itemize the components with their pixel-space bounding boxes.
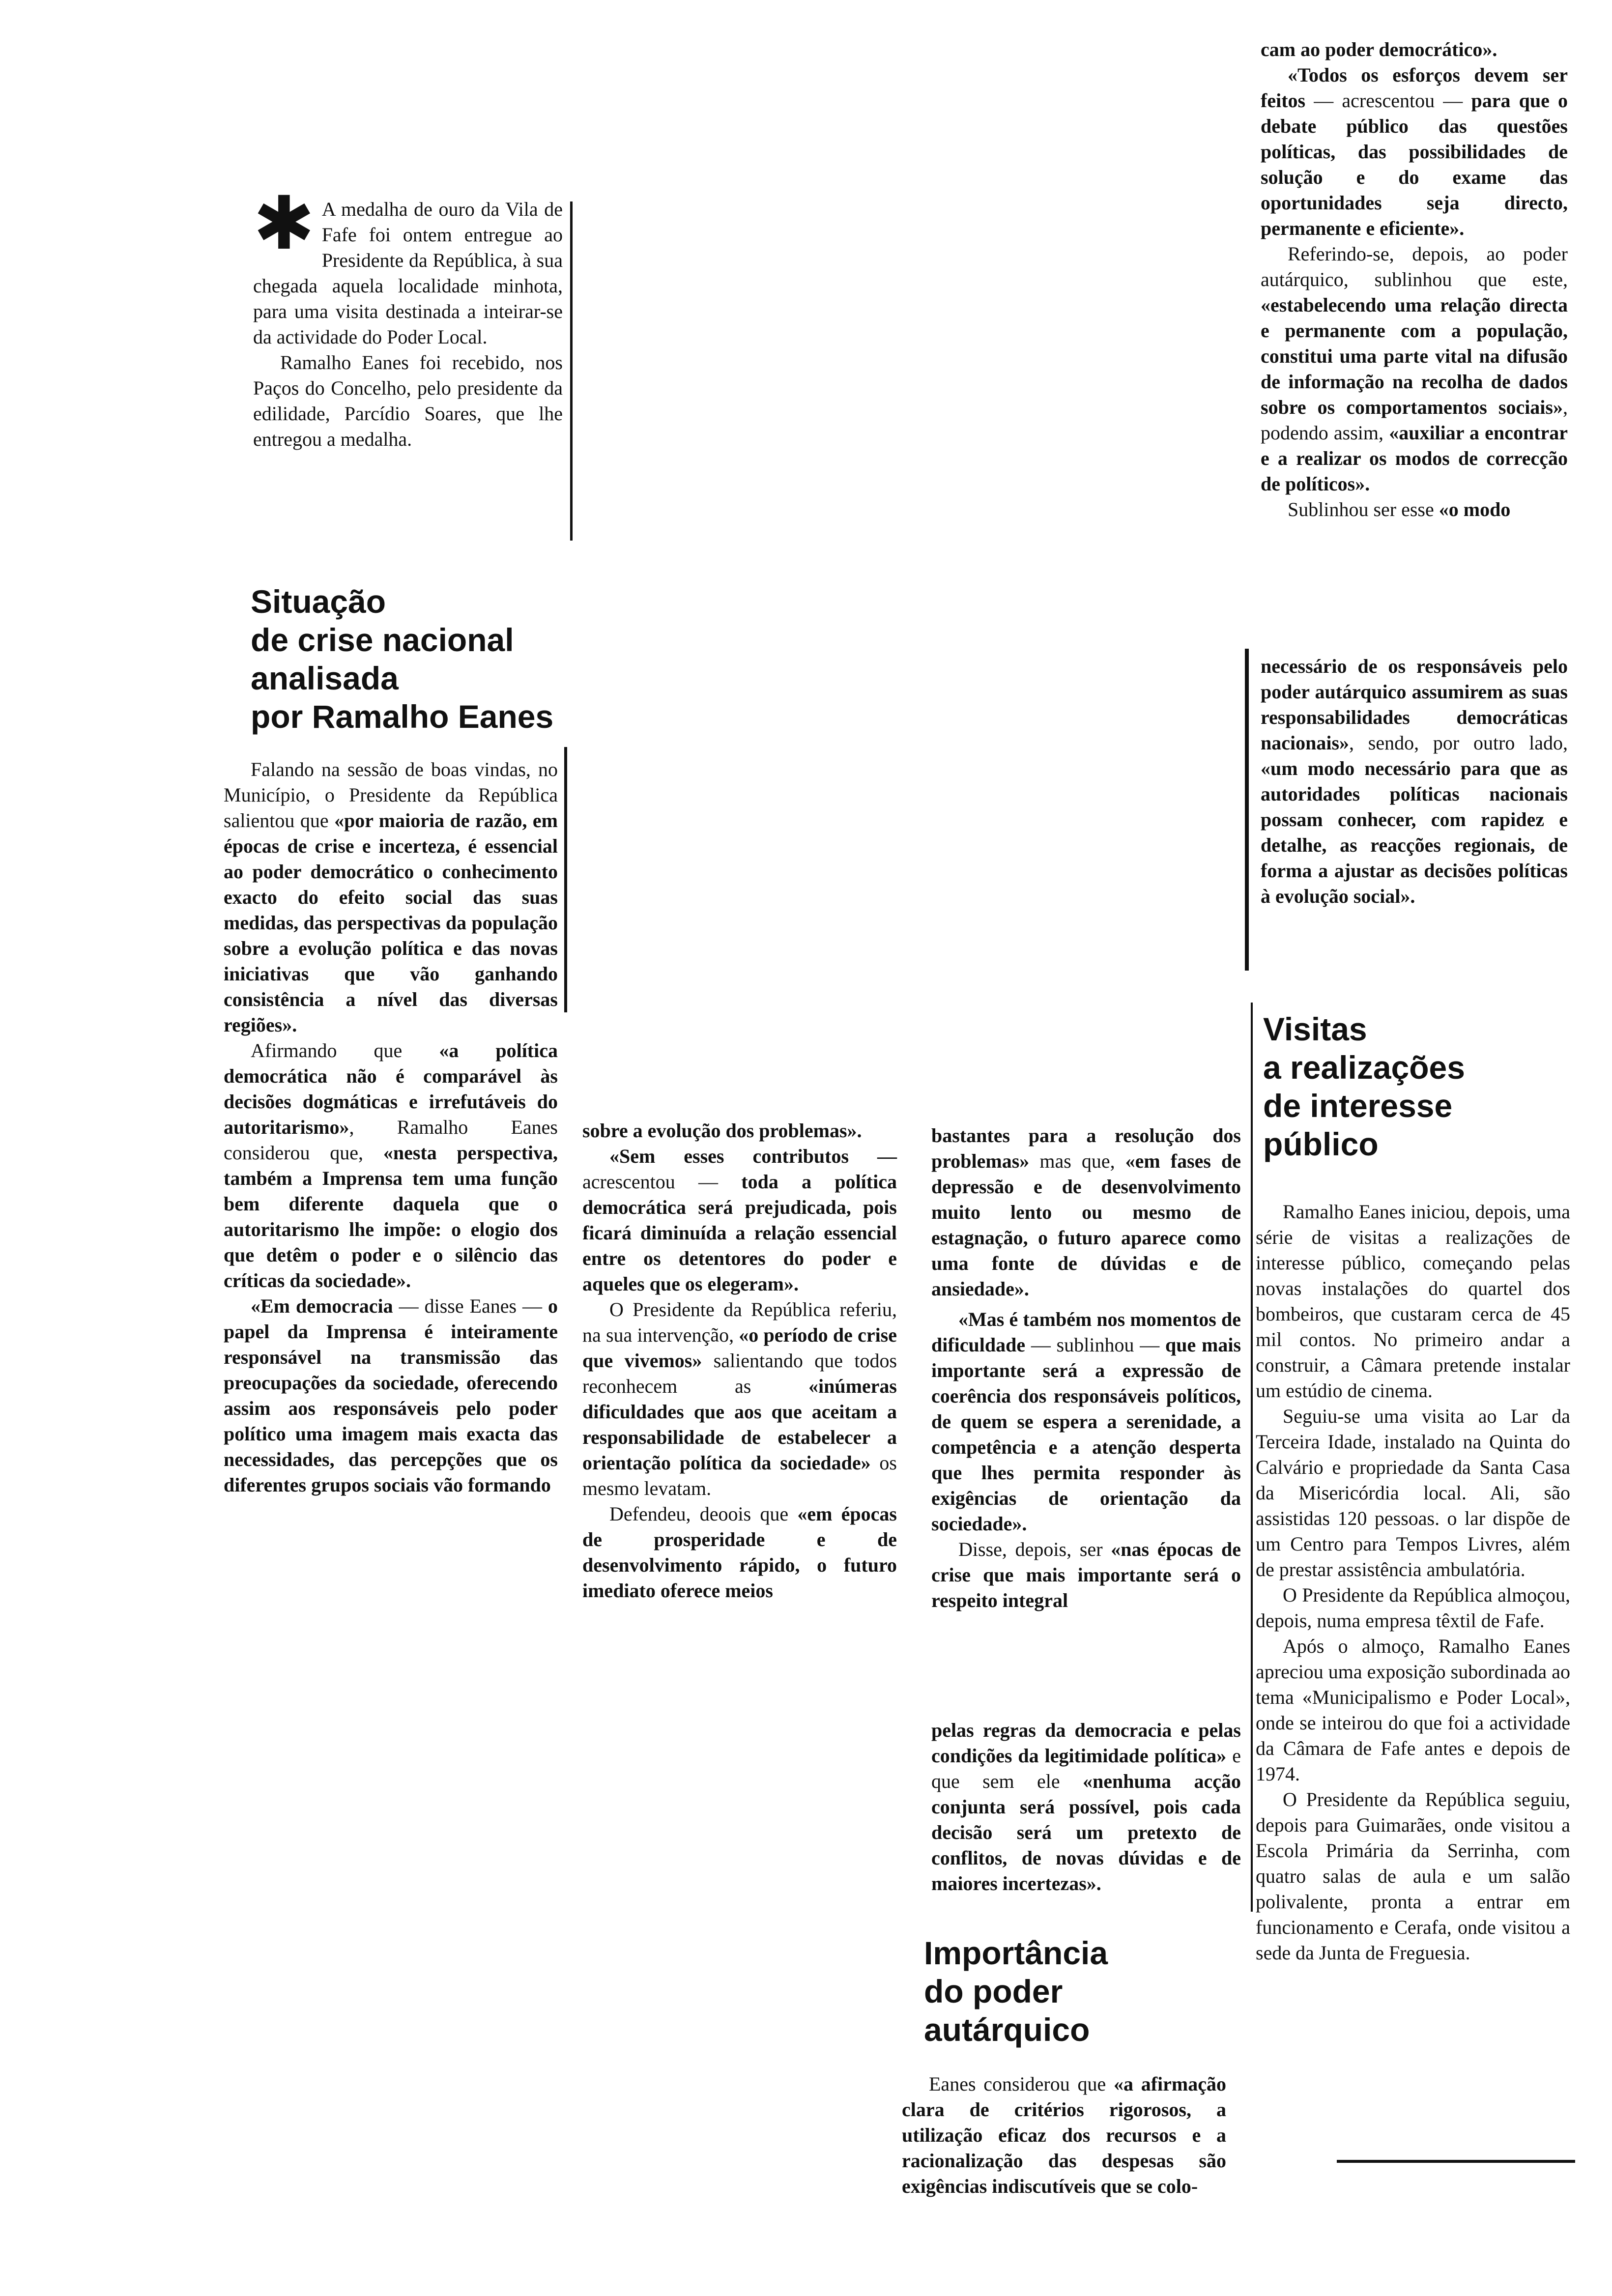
column-4-box xyxy=(1261,654,1568,909)
col3-paragraph-2: «Mas é também nos momentos de dificuldade — sublinhou — que mais importante será a expressão de coerência dos responsáveis políticos, de quem se espera a serenidade, a competência e a atenção desperta que lhes permita responder às exigências de orientação da sociedade». xyxy=(931,1308,1241,1535)
subhead-importancia: Importância do poder autárquico xyxy=(924,1935,1108,2048)
column-1 xyxy=(224,757,558,1498)
col4-paragraph-1: cam ao poder democrático». xyxy=(1261,38,1497,60)
col4-paragraph-9: Após o almoço, Ramalho Eanes apreciou uma exposição subordinada ao tema «Municipalismo e Poder Local», onde se inteirou do que foi a actividade da Câmara de Fafe antes e depois de 1974. xyxy=(1256,1635,1570,1785)
col4-paragraph-2: «Todos os esforços devem ser feitos — acrescentou — para que o debate público das questões políticas, das possibilidades de solução e do exame das oportunidades seja directo, permanente e eficiente». xyxy=(1261,64,1568,239)
col1-paragraph-3: «Em democracia — disse Eanes — o papel da Imprensa é inteiramente responsável na transmissão das preocupações da sociedade, oferecendo assim aos responsáveis pelo poder político uma imagem mais exacta das necessidades, das percepções que os diferentes grupos sociais vão formando xyxy=(224,1295,558,1496)
column-4-top xyxy=(1261,37,1568,522)
asterisk-icon: ✱ xyxy=(253,181,315,266)
subhead-visitas: Visitas a realizações de interesse público xyxy=(1263,1011,1465,1162)
column-2 xyxy=(582,1118,897,1604)
column-4-box-rule xyxy=(1245,649,1249,971)
col1-paragraph-2: Afirmando que «a política democrática não é comparável às decisões dogmáticas e irrefutáveis do autoritarismo», Ramalho Eanes considerou que, «nesta perspectiva, também a Imprensa tem uma função bem diferente daquela que o autoritarismo lhe impõe: o elogio dos que detêm o poder e o silêncio das críticas da sociedade». xyxy=(224,1039,558,1292)
col3-paragraph-5: Eanes considerou que «a afirmação clara de critérios rigorosos, a utilização eficaz dos recursos e a racionalização das despesas são exigências indiscutíveis que se colo- xyxy=(902,2073,1226,2197)
col2-paragraph-2: «Sem esses contributos — acrescentou — toda a política democrática será prejudicada, pois ficará diminuída a relação essencial entre os detentores do poder e aqueles que os elegeram». xyxy=(582,1145,897,1295)
intro-block xyxy=(253,181,563,452)
column-4-bottom xyxy=(1256,1199,1570,1966)
col3-paragraph-3: Disse, depois, ser «nas épocas de crise que mais importante será o respeito integral xyxy=(931,1538,1241,1611)
column-1-vertical-rule xyxy=(564,747,567,1012)
column-3-continued xyxy=(931,1718,1241,1896)
column-4-bottom-rule xyxy=(1337,2160,1575,2163)
col3-paragraph-1: bastantes para a resolução dos problemas» mas que, «em fases de depressão e de desenvolvimento muito lento ou mesmo de estagnação, o futuro aparece como uma fonte de dúvidas e de ansiedade». xyxy=(931,1124,1241,1300)
col4-paragraph-10: O Presidente da República seguiu, depois para Guimarães, onde visitou a Escola Primária da Serrinha, com quatro salas de aula e um salão polivalente, pronta a entrar em funcionamento e Cerafa, onde visitou a sede da Junta de Freguesia. xyxy=(1256,1788,1570,1964)
column-4-lower-rule xyxy=(1251,1003,1253,1912)
col4-paragraph-5: necessário de os responsáveis pelo poder autárquico assumirem as suas responsabilidades democráticas nacionais», sendo, por outro lado, «um modo necessário para que as autoridades políticas nacionais possam conhecer, com rapidez e detalhe, as reacções regionais, de forma a ajustar as decisões políticas à evolução social». xyxy=(1261,655,1568,907)
intro-vertical-rule xyxy=(570,201,573,541)
headline: Situação de crise nacional analisada por Ramalho Eanes xyxy=(251,583,554,735)
column-3-final xyxy=(902,2071,1226,2199)
col2-paragraph-1: sobre a evolução dos problemas». xyxy=(582,1119,862,1142)
col4-paragraph-3: Referindo-se, depois, ao poder autárquico, sublinhou que este, «estabelecendo uma relação directa e permanente com a população, constitui uma parte vital na difusão de informação na recolha de dados sobre os comportamentos sociais», podendo assim, «auxiliar a encontrar e a realizar os modos de correcção de políticos». xyxy=(1261,243,1568,495)
col4-paragraph-7: Seguiu-se uma visita ao Lar da Terceira Idade, instalado na Quinta do Calvário e propriedade da Santa Casa da Misericórdia local. Ali, são assistidas 120 pessoas. o lar dispõe de um Centro para Tempos Livres, além de prestar assistência ambulatória. xyxy=(1256,1405,1570,1580)
intro-paragraph-1: ✱ A medalha de ouro da Vila de Fafe foi ontem entregue ao Presidente da República, à sua chegada aquela localidade minhota, para uma visita destinada a inteirar-se da actividade do Poder Local. xyxy=(253,181,563,348)
column-3 xyxy=(931,1123,1241,1613)
col2-paragraph-4: Defendeu, deoois que «em épocas de prosperidade e de desenvolvimento rápido, o futuro imediato oferece meios xyxy=(582,1503,897,1602)
col4-paragraph-8: O Presidente da República almoçou, depois, numa empresa têxtil de Fafe. xyxy=(1256,1584,1570,1632)
col1-paragraph-1: Falando na sessão de boas vindas, no Município, o Presidente da República salientou que «por maioria de razão, em épocas de crise e incerteza, é essencial ao poder democrático o conhecimento exacto do efeito social das suas medidas, das perspectivas da população sobre a evolução política e das novas iniciativas que vão ganhando consistência a nível das diversas regiões». xyxy=(224,758,558,1036)
col3-paragraph-4: pelas regras da democracia e pelas condições da legitimidade política» e que sem ele «nenhuma acção conjunta será possível, pois cada decisão será um pretexto de conflitos, de novas dúvidas e de maiores incertezas». xyxy=(931,1719,1241,1894)
col2-paragraph-3: O Presidente da República referiu, na sua intervenção, «o período de crise que vivemos» salientando que todos reconhecem as «inúmeras dificuldades que aos que aceitam a responsabilidade de estabelecer a orientação política da sociedade» os mesmo levatam. xyxy=(582,1298,897,1499)
col4-paragraph-4: Sublinhou ser esse «o modo xyxy=(1288,498,1511,520)
col4-paragraph-6: Ramalho Eanes iniciou, depois, uma série de visitas a realizações de interesse público, começando pelas novas instalações do quartel dos bombeiros, que custaram cerca de 45 mil contos. No primeiro andar a construir, a Câmara pretende instalar um estúdio de cinema. xyxy=(1256,1201,1570,1402)
intro-paragraph-2: Ramalho Eanes foi recebido, nos Paços do Concelho, pelo presidente da edilidade, Parcídio Soares, que lhe entregou a medalha. xyxy=(253,351,563,450)
